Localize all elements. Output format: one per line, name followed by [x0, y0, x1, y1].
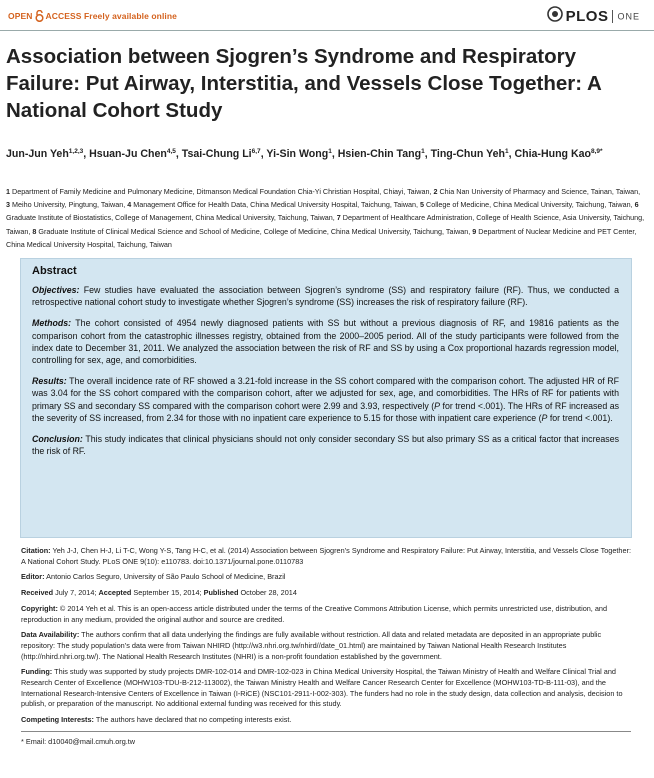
copyright-label: Copyright: [21, 603, 58, 613]
results-p-1: P [434, 400, 441, 411]
journal-header [8, 6, 646, 28]
results-text-2: for trend <.001). The HRs of RF increased as the severity of SS increased, from 2.34 for those with no inpatient care experience to 5.15 for those with inpatient care experience ( [32, 400, 620, 423]
abstract-heading: Abstract [32, 265, 77, 277]
author[interactable] [431, 148, 509, 160]
citation-label: Citation: [21, 546, 51, 555]
methods-label: Methods: [32, 318, 72, 329]
author-name: Chia-Hung Kao [514, 148, 591, 160]
results-text-3: for trend <.001). [547, 412, 613, 423]
open-access-suffix: ACCESS [45, 11, 82, 21]
copyright-text: © 2014 Yeh et al. This is an open-access article distributed under the terms of the Creative Commons Attribution License, which permits unrestricted use, distribution, and reproduction in any medium, provided the original author and source are credited. [21, 603, 608, 624]
author-affiliation-sup: 1 [328, 148, 332, 155]
affiliation-text: Department of Healthcare Administration, College of Health Science, Asia University, Taichung, Taiwan, [6, 213, 645, 236]
affiliation-text: Graduate Institute of Biostatistics, College of Management, China Medical University, Taichung, Taiwan, [6, 213, 335, 223]
editor-text: Antonio Carlos Seguro, University of São Paulo School of Medicine, Brazil [46, 572, 286, 582]
open-access-banner [8, 10, 177, 24]
affiliation-text: Meiho University, Pingtung, Taiwan, [12, 200, 126, 210]
affiliation-text: Department of Family Medicine and Pulmonary Medicine, Ditmanson Medical Foundation Chia-Yi Christian Hospital, Chiayi, Taiwan, [12, 187, 432, 196]
accepted-date: September 15, 2014; [133, 588, 202, 598]
abstract-conclusion [32, 433, 619, 457]
journal-name: PLOS [565, 8, 609, 25]
author[interactable] [89, 148, 176, 160]
author-affiliation-sup: 1 [504, 148, 509, 155]
open-lock-icon [35, 10, 44, 24]
author-name: Tsai-Chung Li [181, 148, 252, 160]
published-label: Published [203, 588, 239, 598]
author-name: Yi-Sin Wong [266, 148, 329, 160]
affiliation-number: 8 [32, 226, 37, 236]
data-availability-text: The authors confirm that all data underlying the findings are fully available without restriction. All data and related metadata are deposited in an appropriate public repository: The study population’s data were from Taiwan NHIRD (http://w3.nhri.org.tw/nhird//date_01.html) are maintained by Taiwan National Health Research Institutes (http://nhird.nhri.org.tw/). The National Health Research Institutes (NHRI) is a non-profit foundation established by the government. [21, 630, 602, 661]
citation [21, 546, 631, 567]
results-p-2: P [541, 412, 548, 423]
author-affiliation-sup: 1,2,3 [68, 148, 84, 155]
affiliation-number: 7 [336, 213, 341, 223]
author[interactable] [338, 148, 425, 160]
abstract-methods [32, 317, 619, 366]
editor-label: Editor: [21, 572, 45, 582]
author-name: Ting-Chun Yeh [430, 148, 505, 160]
funding-text: This study was supported by study projects DMR-102-014 and DMR-102-023 in China Medical University Hospital, the Taiwan Ministry of Health and Welfare Clinical Trial and Research Center of Excellence (MOHW103-TDU-B-212-113002), the Taiwan Ministry Health and Welfare Cancer Research Center for Excellence (MOHW103-TD-B-111-03), and the International Research-Intensive Centers of Excellence in Taiwan (I-RiCE) (NSC101-2911-I-002-303). The funders had no role in the study design, data collection and analysis, decision to publish, or preparation of the manuscript. No additional external funding was received for this study. [21, 667, 623, 709]
conclusion-text: This study indicates that clinical physicians should not only consider secondary SS but also primary SS as a critical factor that increases the risk of RF. [32, 434, 619, 457]
affiliation-list [6, 185, 646, 251]
objectives-label: Objectives: [32, 285, 80, 295]
affiliation-text: Management Office for Health Data, China Medical University Hospital, Taichung, Taiwan, [133, 200, 419, 210]
author-affiliation-sup: 6,7 [251, 148, 261, 155]
affiliation-number: 9 [472, 226, 477, 236]
author-affiliation-sup: 8,9* [590, 148, 603, 155]
author-name: Hsien-Chin Tang [337, 148, 422, 160]
author[interactable] [182, 148, 261, 160]
affiliation-number: 5 [420, 200, 425, 210]
author-name: Hsuan-Ju Chen [89, 148, 167, 160]
plos-logo-icon [547, 6, 563, 27]
editor [21, 572, 631, 583]
received-label: Received [21, 588, 54, 598]
accepted-label: Accepted [98, 588, 132, 598]
author[interactable] [266, 148, 331, 160]
abstract-box [20, 258, 632, 538]
affiliation-number: 1 [6, 187, 10, 196]
abstract-objectives [32, 284, 619, 308]
header-divider [0, 30, 654, 31]
author-list: Jun-Jun Yeh$^{1,2,3}$, Hsuan-Ju Chen$^{4,5}$, Tsai-Chung Li$^{6,7}$, Yi-Sin Wong$^1$, Hsien-Chin Tang$^1$, Ting-Chun Yeh$^1$, Chia-Hung Kao$^{8,9*}$ [6, 148, 603, 160]
affiliation-number: 6 [634, 200, 639, 210]
author[interactable] [514, 148, 602, 160]
author-affiliation-sup: 4,5 [166, 148, 176, 155]
open-access-prefix: OPEN [8, 11, 33, 21]
corresponding-email[interactable]: * Email: d10040@mail.cmuh.org.tw [21, 731, 631, 748]
published-date: October 28, 2014 [240, 588, 297, 598]
data-availability-label: Data Availability: [21, 630, 80, 640]
results-text-1: The overall incidence rate of RF showed a 3.21-fold increase in the SS cohort compared with the comparison cohort. The adjusted HR of RF was 3.04 for the SS cohort compared with the comparison cohort, after we adjusted for sex, age, and comorbidities. The HRs of RF for patients with primary SS and secondary SS compared with the comparison cohort were 2.99 and 3.93, respectively ( [32, 376, 619, 411]
affiliation-text: Department of Nuclear Medicine and PET Center, China Medical University Hospital, Taichung, Taiwan [6, 226, 637, 249]
author[interactable] [6, 148, 83, 160]
affiliation-number: 3 [6, 200, 10, 210]
affiliation-number: 2 [433, 187, 438, 196]
affiliation-text: Chia Nan University of Pharmacy and Science, Tainan, Taiwan, [439, 187, 641, 196]
funding [21, 667, 631, 710]
citation-text: Yeh J-J, Chen H-J, Li T-C, Wong Y-S, Tang H-C, et al. (2014) Association between Sjogren’s Syndrome and Respiratory Failure: Put Airway, Interstitia, and Vessels Close Together: A National Cohort Study. PLoS ONE 9(10): e110783. doi:10.1371/journal.pone.0110783 [21, 546, 632, 566]
received-date: July 7, 2014; [55, 588, 97, 598]
affiliation-text: Graduate Institute of Clinical Medical Science and School of Medicine, College of Medicine, China Medical University, Taichung, Taiwan, [38, 226, 471, 236]
abstract-results [32, 375, 619, 424]
copyright [21, 604, 631, 625]
objectives-text: Few studies have evaluated the association between Sjogren’s syndrome (SS) and respiratory failure (RF). Thus, we conducted a retrospective national cohort study to investigate whether Sjogren’s syndrome (SS) increases the risk of respiratory failure (RF). [32, 285, 620, 308]
competing-interests-label: Competing Interests: [21, 715, 94, 725]
conclusion-label: Conclusion: [32, 434, 83, 445]
dates [21, 588, 631, 599]
methods-text: The cohort consisted of 4954 newly diagnosed patients with SS but without a previous diagnosis of RF, and 19816 patients as the comparison cohort from the catastrophic illnesses registry, obtained from the 2000–2005 period. All of the study participants were followed from the index date to December 31, 2011. We analyzed the association between the risk of RF and SS by using a Cox proportional hazards regression model, controlling for sex, age, and comorbidities. [32, 318, 619, 366]
data-availability [21, 630, 631, 662]
affiliation-text: College of Medicine, China Medical University, Taichung, Taiwan, [426, 200, 633, 210]
plos-one-logo[interactable] [547, 6, 640, 27]
author-affiliation-sup: 1 [421, 148, 425, 155]
competing-interests [21, 715, 631, 726]
article-metadata [21, 546, 631, 753]
journal-sub: ONE [617, 11, 640, 22]
affiliation-number: 4 [127, 200, 132, 210]
article-title: Association between Sjogren’s Syndrome and Respiratory Failure: Put Airway, Interstitia, and Vessels Close Together: A National Cohort Study [6, 45, 602, 122]
freely-available-text: Freely available online [84, 11, 178, 21]
author-name: Jun-Jun Yeh [6, 148, 69, 160]
results-label: Results: [32, 376, 67, 387]
funding-label: Funding: [21, 667, 53, 677]
competing-interests-text: The authors have declared that no competing interests exist. [95, 715, 292, 725]
